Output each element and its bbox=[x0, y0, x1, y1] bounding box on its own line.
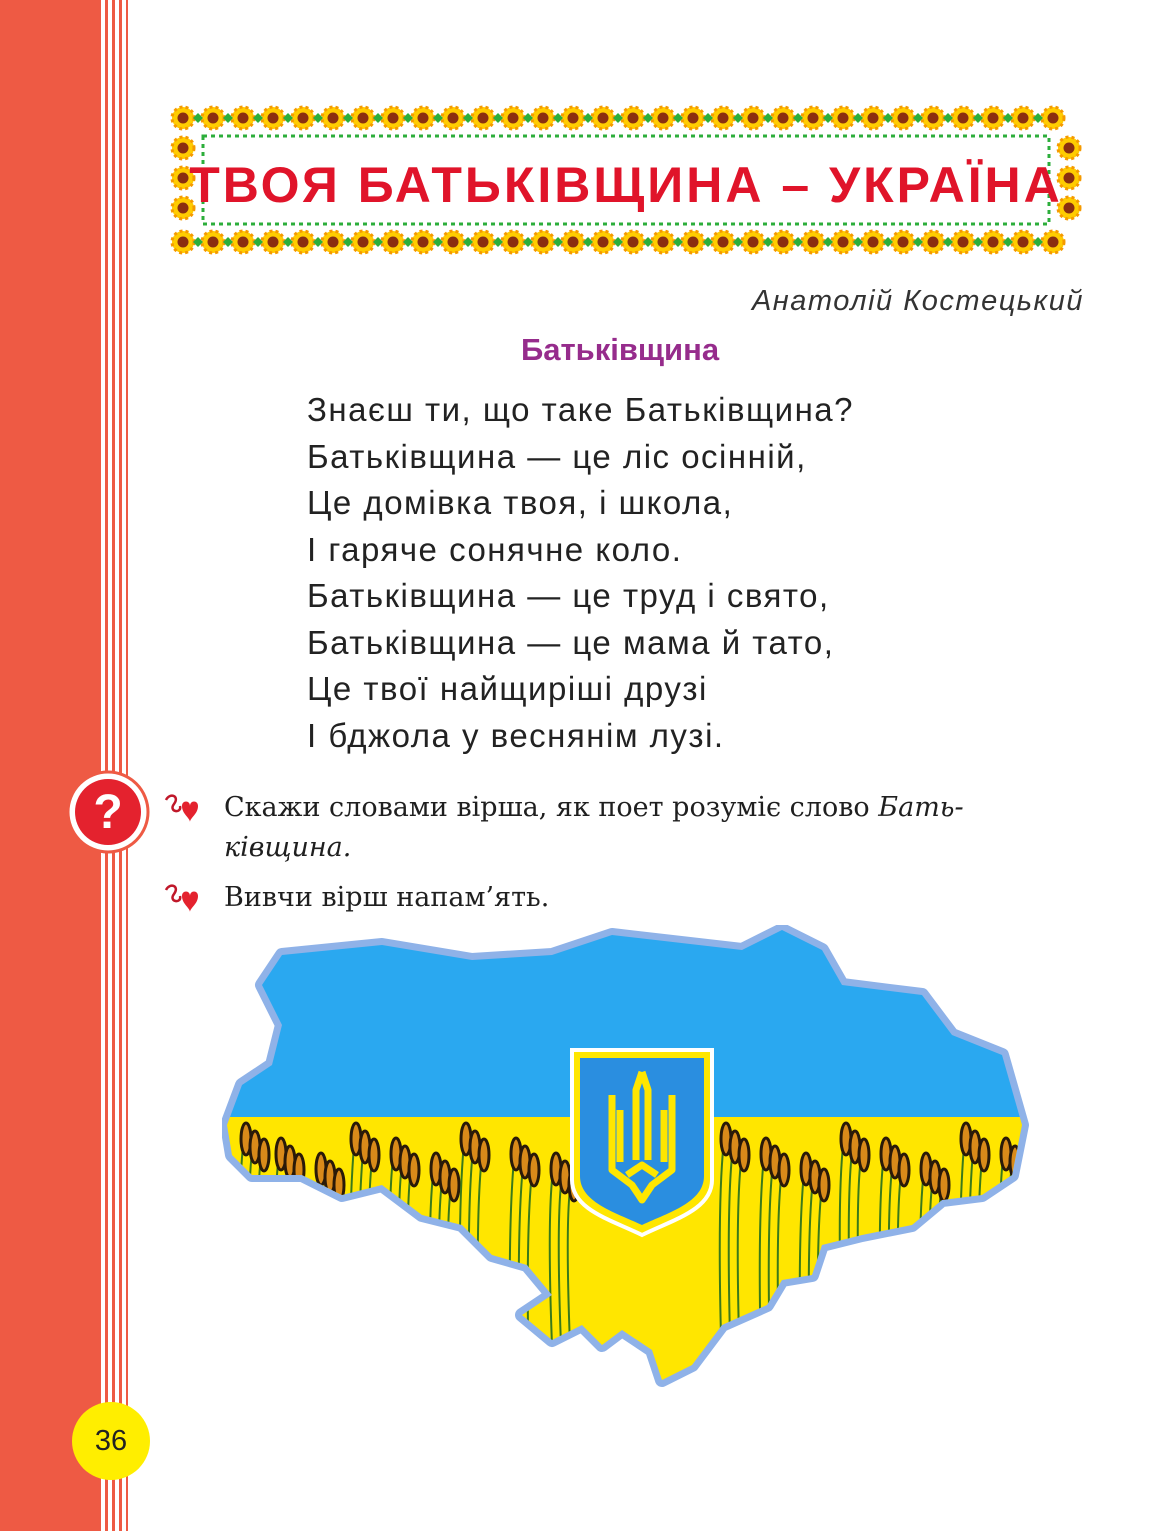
poem-line: Це домівка твоя, і школа, bbox=[307, 484, 734, 521]
poem-line: Батьківщина — це труд і свято, bbox=[307, 577, 830, 614]
sunflower-icon bbox=[1012, 231, 1034, 253]
sunflower-icon bbox=[262, 107, 284, 129]
sunflower-icon bbox=[172, 231, 194, 253]
sunflower-icon bbox=[502, 107, 524, 129]
side-band bbox=[0, 0, 98, 1531]
wheat-ear bbox=[939, 1169, 949, 1201]
task-1-line2: ківщина. bbox=[224, 832, 352, 863]
wheat-stalk bbox=[293, 1156, 299, 1370]
task-1-keyword: Бать- bbox=[878, 792, 964, 823]
poem-line: Знаєш ти, що таке Батьківщина? bbox=[307, 391, 855, 428]
wheat-ear bbox=[859, 1139, 869, 1171]
sunflower-icon bbox=[622, 231, 644, 253]
sunflower-icon bbox=[1042, 107, 1064, 129]
sunflower-icon bbox=[772, 231, 794, 253]
wheat-ear bbox=[779, 1154, 789, 1186]
poem-line: Батьківщина — це мама й тато, bbox=[307, 623, 835, 661]
sunflower-icon bbox=[712, 231, 734, 253]
heart-bullet-icon bbox=[160, 882, 204, 916]
wheat-ear bbox=[369, 1139, 379, 1171]
sunflower-icon bbox=[472, 107, 494, 129]
sunflower-icon bbox=[652, 231, 674, 253]
sunflower-icon bbox=[442, 107, 464, 129]
sunflower-icon bbox=[892, 231, 914, 253]
sunflower-icon bbox=[802, 231, 824, 253]
sunflower-icon bbox=[682, 107, 704, 129]
sunflower-icon bbox=[952, 107, 974, 129]
task-2-text: Вивчи вірш напам’ять. bbox=[224, 882, 550, 913]
sunflower-icon bbox=[172, 107, 194, 129]
sunflower-icon bbox=[592, 231, 614, 253]
sunflower-icon bbox=[472, 231, 494, 253]
sunflower-icon bbox=[502, 231, 524, 253]
wheat-ear bbox=[819, 1169, 829, 1201]
sunflower-icon bbox=[952, 231, 974, 253]
sunflower-icon bbox=[532, 231, 554, 253]
sunflower-icon bbox=[412, 231, 434, 253]
task-1-line1: Скажи словами вірша, як поет розуміє слово bbox=[224, 792, 879, 823]
sunflower-icon bbox=[232, 231, 254, 253]
sunflower-icon bbox=[772, 107, 794, 129]
sunflower-icon bbox=[382, 107, 404, 129]
sunflower-icon bbox=[892, 107, 914, 129]
wheat-ear bbox=[479, 1139, 489, 1171]
sunflower-icon bbox=[862, 231, 884, 253]
sunflower-icon bbox=[682, 231, 704, 253]
task-1-text bbox=[224, 788, 964, 868]
sunflower-icon bbox=[712, 107, 734, 129]
wheat-ear bbox=[259, 1139, 269, 1171]
poem-line: І бджола у веснянім лузі. bbox=[307, 716, 725, 754]
sunflower-icon bbox=[292, 231, 314, 253]
sunflower-icon bbox=[412, 107, 434, 129]
ukraine-map-illustration bbox=[222, 925, 1042, 1395]
sunflower-icon bbox=[982, 107, 1004, 129]
sunflower-icon bbox=[1042, 231, 1064, 253]
sunflower-icon bbox=[352, 107, 374, 129]
sunflower-icon bbox=[352, 231, 374, 253]
sunflower-icon bbox=[562, 107, 584, 129]
sunflower-icon bbox=[382, 231, 404, 253]
wheat-ear bbox=[529, 1154, 539, 1186]
page-title: ТВОЯ БАТЬКІВЩИНА – УКРАЇНА bbox=[189, 157, 1063, 213]
page-number: 36 bbox=[72, 1402, 150, 1480]
sunflower-icon bbox=[832, 107, 854, 129]
sunflower-icon bbox=[322, 107, 344, 129]
side-stripes bbox=[98, 0, 128, 1531]
sunflower-icon bbox=[652, 107, 674, 129]
sunflower-icon bbox=[862, 107, 884, 129]
sunflower-icon bbox=[562, 231, 584, 253]
wheat-ear bbox=[899, 1154, 909, 1186]
sunflower-icon bbox=[292, 107, 314, 129]
sunflower-icon bbox=[742, 107, 764, 129]
question-mark-icon bbox=[66, 770, 150, 854]
wheat-ear bbox=[979, 1139, 989, 1171]
sunflower-icon bbox=[622, 107, 644, 129]
sunflower-icon bbox=[982, 231, 1004, 253]
wheat-stalk bbox=[1018, 1156, 1024, 1345]
wheat-stalk bbox=[324, 1163, 330, 1395]
sunflower-icon bbox=[532, 107, 554, 129]
poem-line: Це твої найщиріші друзі bbox=[307, 670, 708, 707]
sunflower-icon bbox=[262, 231, 284, 253]
sunflower-icon bbox=[742, 231, 764, 253]
heart-bullet-icon bbox=[160, 792, 204, 826]
sunflower-icon bbox=[322, 231, 344, 253]
poem-line: І гаряче сонячне коло. bbox=[307, 530, 683, 568]
sunflower-icon bbox=[1012, 107, 1034, 129]
wheat-ear bbox=[739, 1139, 749, 1171]
sunflower-icon bbox=[202, 231, 224, 253]
wheat-ear bbox=[449, 1169, 459, 1201]
sunflower-icon bbox=[922, 231, 944, 253]
question-symbol: ? bbox=[93, 786, 123, 839]
wheat-ear bbox=[409, 1154, 419, 1186]
sunflower-icon bbox=[802, 107, 824, 129]
sunflower-icon bbox=[232, 107, 254, 129]
poem-line: Батьківщина — це ліс осінній, bbox=[307, 437, 807, 475]
wheat-stalk bbox=[333, 1171, 339, 1395]
sunflower-icon bbox=[922, 107, 944, 129]
sunflower-icon bbox=[592, 107, 614, 129]
sunflower-icon bbox=[202, 107, 224, 129]
sunflower-icon bbox=[442, 231, 464, 253]
poem-body bbox=[307, 387, 854, 759]
sunflower-icon bbox=[832, 231, 854, 253]
trident-coat-of-arms bbox=[572, 1050, 712, 1235]
poem-title: Батьківщина bbox=[520, 332, 720, 367]
poem-author: Анатолій Костецький bbox=[751, 285, 1084, 317]
